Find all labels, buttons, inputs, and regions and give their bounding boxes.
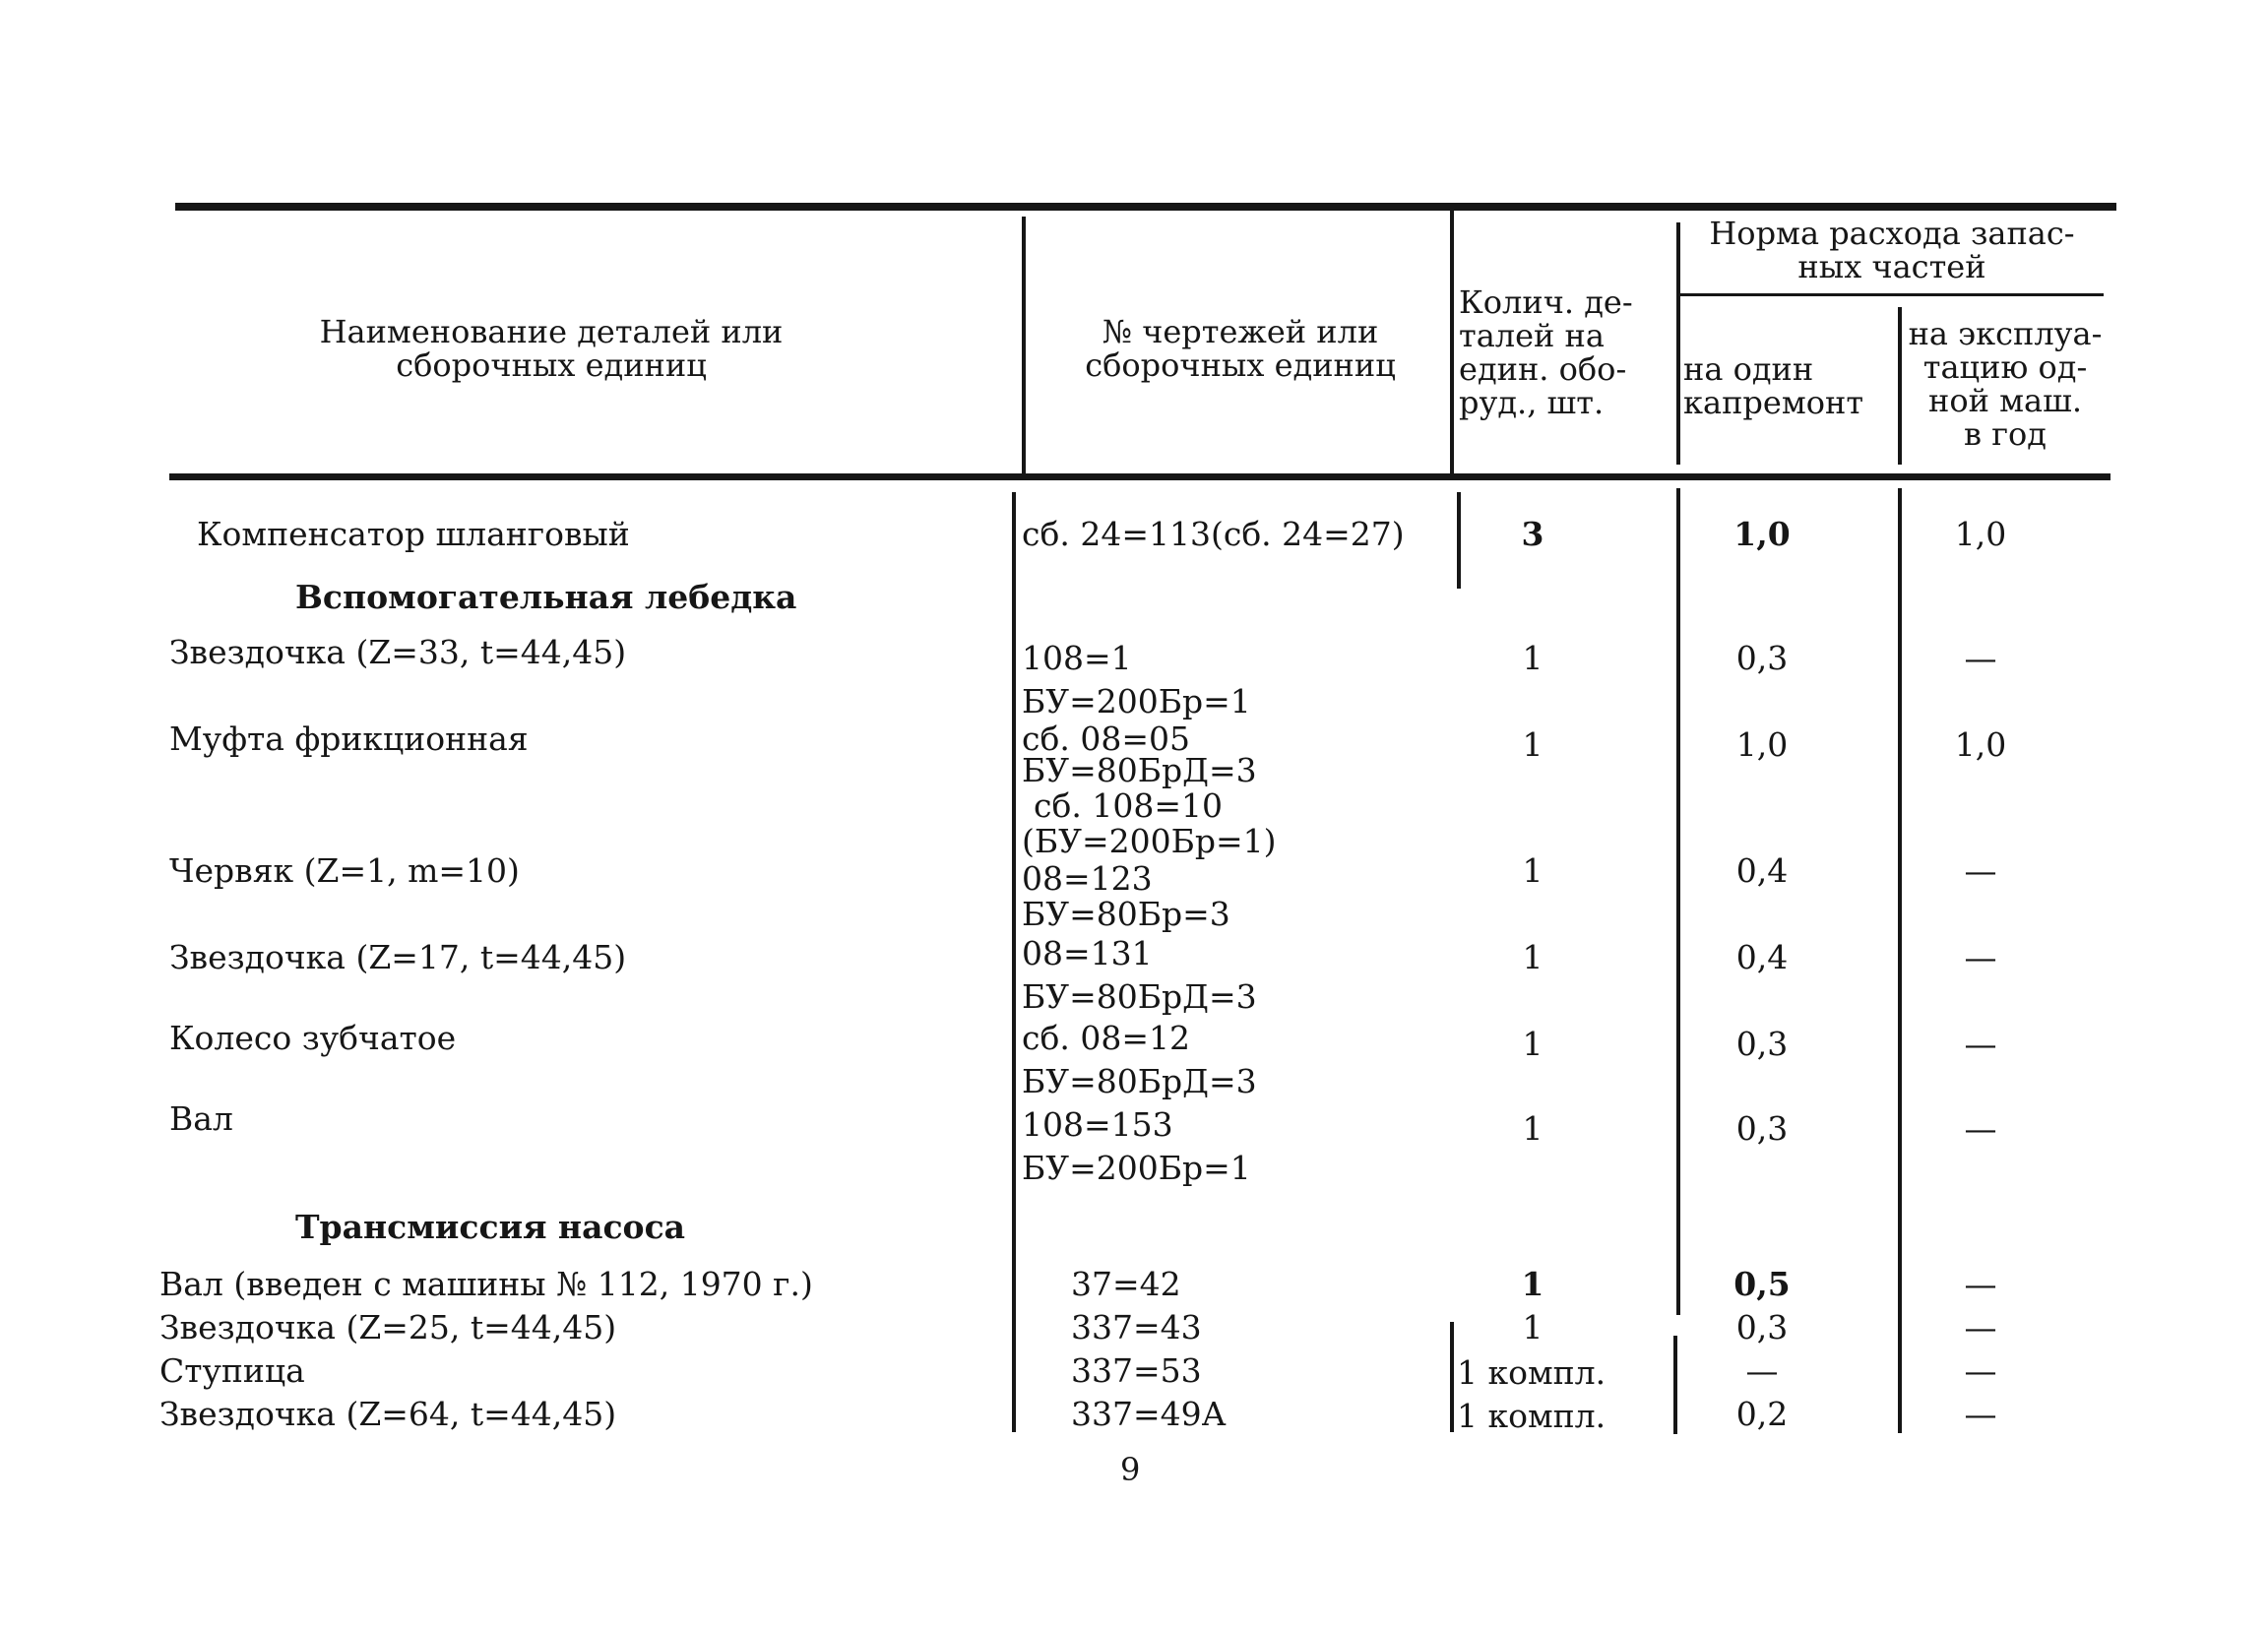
row-year: —: [1964, 1265, 1997, 1303]
row-year: —: [1964, 938, 1997, 976]
row-repair: 1,0: [1735, 725, 1789, 764]
row-qty: 1: [1522, 1308, 1544, 1346]
row-qty: 1: [1522, 1109, 1544, 1148]
row-drawing: БУ=200Бр=1: [1022, 682, 1251, 720]
row-name: Вал: [169, 1099, 233, 1138]
row-repair: 0,5: [1733, 1265, 1791, 1303]
row-year: —: [1964, 1025, 1997, 1063]
header-qty-line3: един. обо-: [1459, 350, 1627, 388]
header-repair-line1: на один: [1683, 350, 1814, 388]
col-divider-3-body: [1676, 488, 1680, 1315]
row-qty: 1: [1522, 725, 1544, 764]
col-divider-3: [1676, 222, 1680, 465]
row-qty: 1: [1521, 1265, 1544, 1303]
header-year: [1902, 317, 2109, 451]
row-qty: 1: [1522, 938, 1544, 976]
row-qty: 1: [1522, 851, 1544, 890]
section-title: Трансмиссия насоса: [295, 1208, 686, 1246]
row-name: Колесо зубчатое: [169, 1019, 457, 1057]
row-drawing: 37=42: [1071, 1265, 1181, 1303]
header-qty-line2: талей на: [1459, 317, 1605, 354]
header-name: [256, 315, 847, 382]
row-name: Компенсатор шланговый: [197, 515, 630, 553]
row-name: Муфта фрикционная: [169, 720, 529, 758]
row-drawing: 08=123: [1022, 859, 1153, 898]
row-drawing: сб. 08=05: [1022, 720, 1190, 758]
header-bottom-rule: [169, 473, 2110, 480]
header-qty: [1459, 285, 1673, 419]
header-norm-line1: Норма расхода запас-: [1709, 215, 2075, 252]
header-name-line1: Наименование деталей или: [319, 313, 784, 350]
row-repair: 1,0: [1733, 515, 1791, 553]
header-drawing-line1: № чертежей или: [1102, 313, 1379, 350]
row-name: Червяк (Z=1, m=10): [169, 851, 520, 890]
row-drawing: сб. 08=12: [1022, 1019, 1190, 1057]
row-repair: 0,4: [1735, 938, 1789, 976]
row-repair: 0,3: [1735, 1109, 1789, 1148]
row-qty: 1: [1522, 639, 1544, 677]
header-drawing-line2: сборочных единиц: [1085, 346, 1396, 384]
row-repair: 0,3: [1735, 639, 1789, 677]
row-year: —: [1964, 1395, 1997, 1433]
col-divider-2-body-b: [1450, 1322, 1454, 1432]
header-norm: [1685, 217, 2099, 283]
row-year: —: [1964, 1351, 1997, 1390]
row-year: 1,0: [1954, 515, 2007, 553]
row-qty: 3: [1521, 515, 1544, 553]
row-repair: —: [1745, 1351, 1779, 1390]
col-divider-3-body-b: [1673, 1336, 1677, 1434]
row-drawing: 337=53: [1071, 1351, 1202, 1390]
row-drawing: 108=153: [1022, 1105, 1173, 1144]
row-repair: 0,3: [1735, 1308, 1789, 1346]
header-year-line4: в год: [1964, 415, 2047, 453]
row-drawing: сб. 24=113(сб. 24=27): [1022, 515, 1405, 553]
row-year: —: [1964, 1109, 1997, 1148]
header-year-line1: на эксплуа-: [1908, 315, 2103, 352]
header-year-line3: ной маш.: [1928, 382, 2082, 419]
row-drawing: 108=1: [1022, 639, 1132, 677]
header-drawing: [1034, 315, 1447, 382]
col-divider-2: [1450, 211, 1454, 474]
row-drawing: БУ=80БрД=3: [1022, 751, 1257, 789]
header-qty-line1: Колич. де-: [1459, 283, 1633, 321]
row-name: Звездочка (Z=64, t=44,45): [159, 1395, 617, 1433]
row-repair: 0,2: [1735, 1395, 1789, 1433]
row-drawing: сб. 108=10: [1034, 786, 1223, 825]
header-norm-line2: ных частей: [1797, 248, 1986, 285]
row-year: 1,0: [1954, 725, 2007, 764]
col-divider-1-body: [1012, 492, 1016, 1432]
header-name-line2: сборочных единиц: [396, 346, 707, 384]
row-name: Звездочка (Z=17, t=44,45): [169, 938, 627, 976]
table-top-rule: [175, 203, 2116, 211]
section-title: Вспомогательная лебедка: [295, 578, 797, 616]
row-year: —: [1964, 851, 1997, 890]
header-repair: [1683, 352, 1898, 419]
row-repair: 0,4: [1735, 851, 1789, 890]
row-name: Вал (введен с машины № 112, 1970 г.): [159, 1265, 813, 1303]
col-divider-1: [1022, 217, 1026, 477]
row-drawing: БУ=80БрД=3: [1022, 1062, 1257, 1100]
row-drawing: 08=131: [1022, 934, 1153, 972]
row-drawing: БУ=200Бр=1: [1022, 1149, 1251, 1187]
header-repair-line2: капремонт: [1683, 384, 1864, 421]
row-drawing: (БУ=200Бр=1): [1022, 822, 1277, 860]
row-qty: 1: [1522, 1025, 1544, 1063]
norm-subheader-rule: [1680, 293, 2104, 296]
row-year: —: [1964, 639, 1997, 677]
row-name: Ступица: [159, 1351, 305, 1390]
header-qty-line4: руд., шт.: [1459, 384, 1605, 421]
page-number: 9: [1120, 1451, 1141, 1488]
row-drawing: 337=43: [1071, 1308, 1202, 1346]
row-qty: 1 компл.: [1457, 1353, 1606, 1392]
row-drawing: 337=49А: [1071, 1395, 1227, 1433]
row-name: Звездочка (Z=33, t=44,45): [169, 633, 627, 671]
row-drawing: БУ=80Бр=3: [1022, 895, 1230, 933]
row-qty: 1 компл.: [1457, 1397, 1606, 1435]
header-year-line2: тацию од-: [1922, 348, 2088, 386]
row-year: —: [1964, 1308, 1997, 1346]
row-repair: 0,3: [1735, 1025, 1789, 1063]
row-drawing: БУ=80БрД=3: [1022, 977, 1257, 1016]
row-name: Звездочка (Z=25, t=44,45): [159, 1308, 617, 1346]
